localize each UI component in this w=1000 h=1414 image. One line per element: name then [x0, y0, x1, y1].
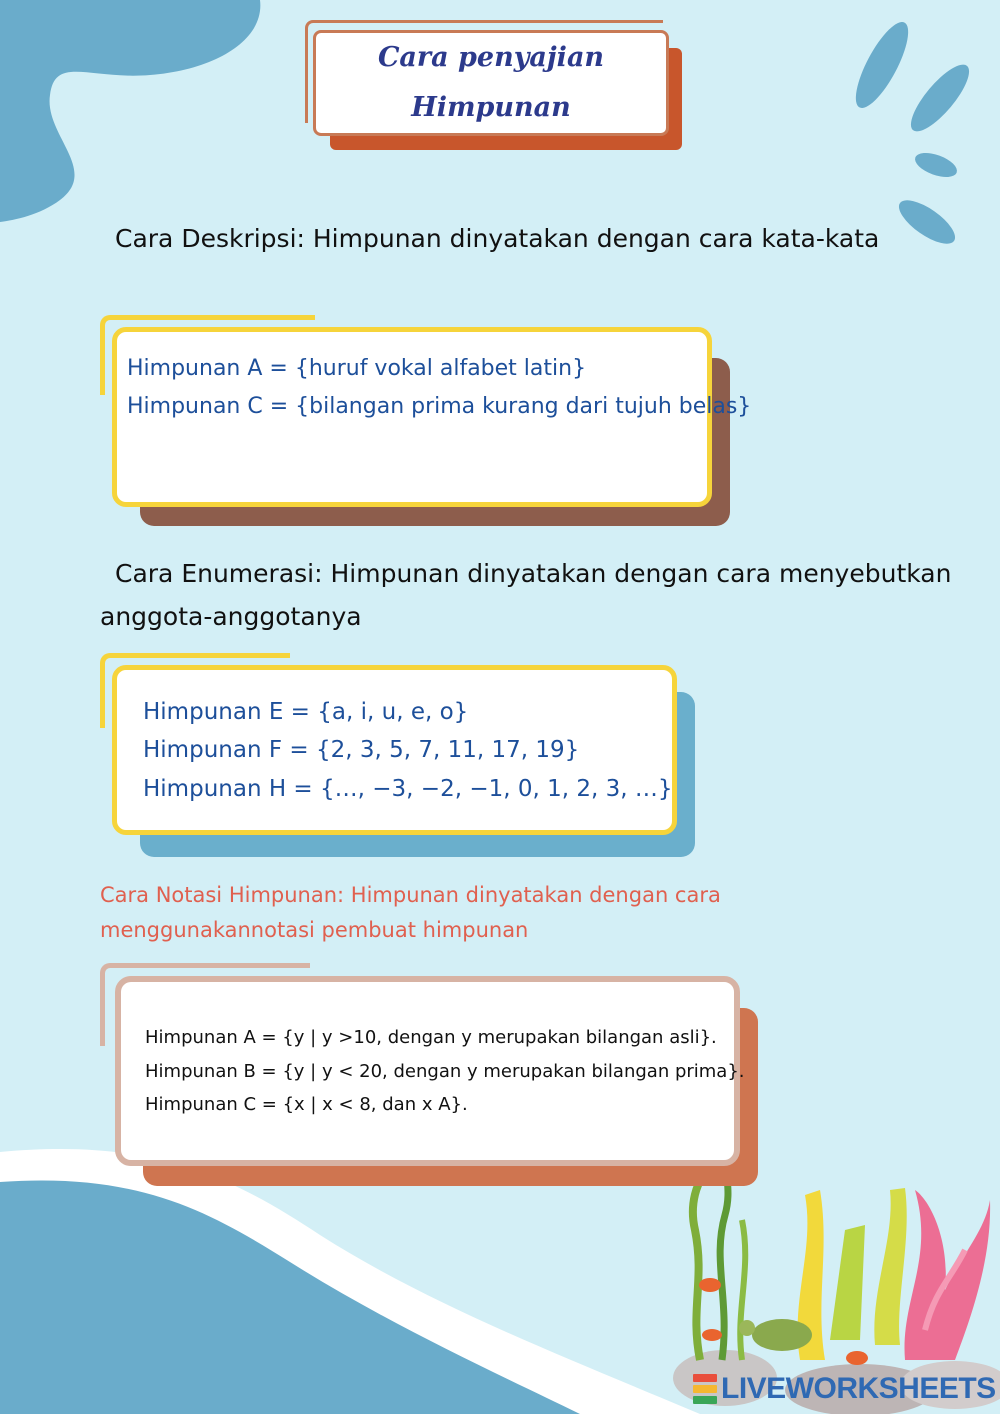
- notasi-heading-line-2: menggunakannotasi pembuat himpunan: [100, 918, 529, 942]
- watermark-text: LIVEWORKSHEETS: [721, 1372, 996, 1405]
- page-title-line-1: Cara penyajian: [377, 42, 605, 73]
- enumerasi-example-3: Himpunan H = {…, −3, −2, −1, 0, 1, 2, 3, …}: [143, 776, 673, 802]
- deskripsi-heading: Cara Deskripsi: Himpunan dinyatakan dengan cara kata-kata: [115, 224, 880, 253]
- bottom-wave-blue: [0, 1180, 580, 1414]
- liveworksheets-watermark: [693, 1370, 996, 1408]
- page-title-line-2: Himpunan: [411, 92, 571, 123]
- notasi-example-1: Himpunan A = {y | y >10, dengan y merupakan bilangan asli}.: [145, 1027, 717, 1048]
- deskripsi-example-1: Himpunan A = {huruf vokal alfabet latin}: [127, 356, 587, 381]
- notasi-heading-line-1: Cara Notasi Himpunan: Himpunan dinyatakan dengan cara: [100, 883, 721, 907]
- splash-decoration: [846, 16, 978, 252]
- enumerasi-heading-line-2: anggota-anggotanya: [100, 602, 362, 631]
- deskripsi-example-2: Himpunan C = {bilangan prima kurang dari tujuh belas}: [127, 394, 752, 419]
- top-left-blob: [0, 0, 260, 222]
- enumerasi-heading-line-1: Cara Enumerasi: Himpunan dinyatakan dengan cara menyebutkan: [115, 559, 952, 588]
- enumerasi-example-2: Himpunan F = {2, 3, 5, 7, 11, 17, 19}: [143, 737, 580, 763]
- liveworksheets-logo-icon: [693, 1374, 717, 1404]
- enumerasi-example-1: Himpunan E = {a, i, u, e, o}: [143, 699, 469, 725]
- notasi-example-3: Himpunan C = {x | x < 8, dan x A}.: [145, 1094, 468, 1115]
- notasi-example-2: Himpunan B = {y | y < 20, dengan y merupakan bilangan prima}.: [145, 1061, 745, 1082]
